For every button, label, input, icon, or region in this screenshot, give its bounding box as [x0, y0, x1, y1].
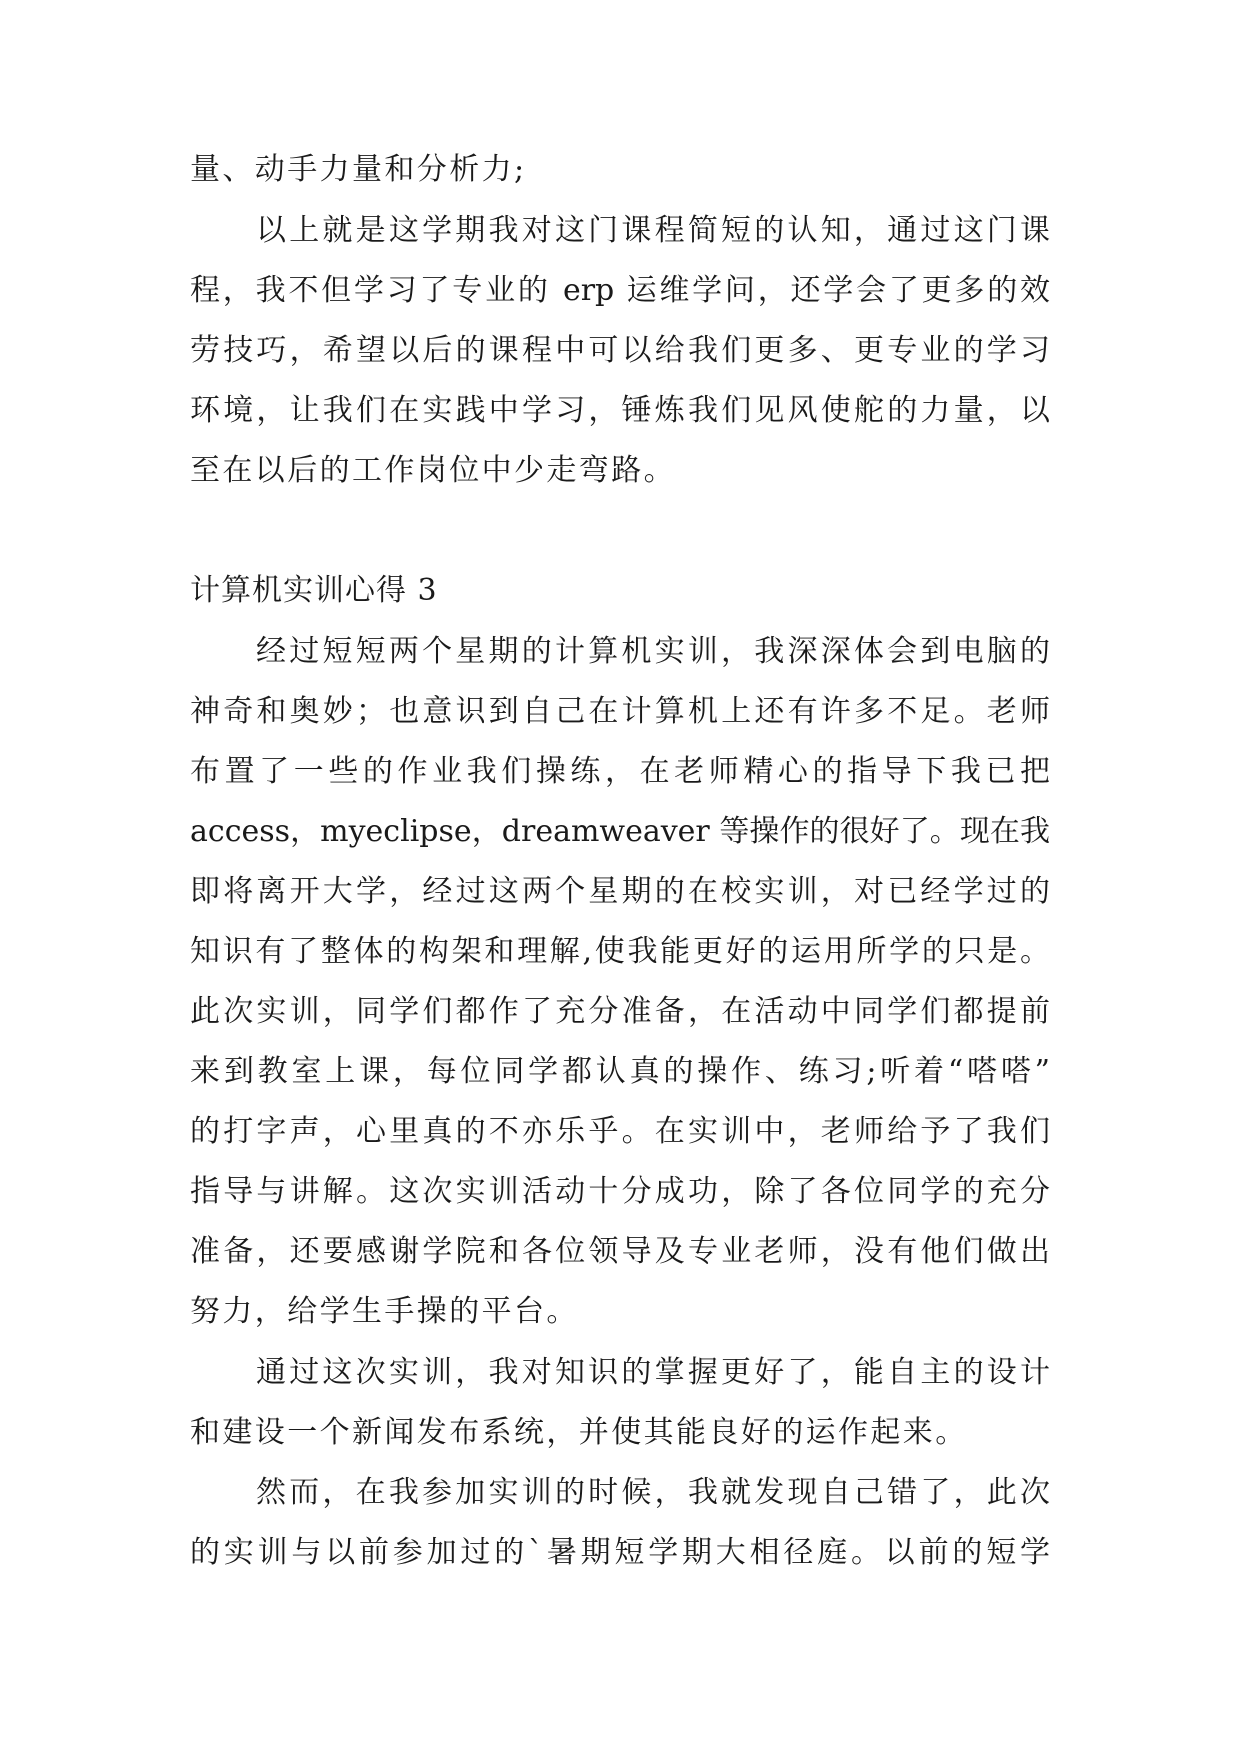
text-line: 通过这次实训，我对知识的掌握更好了，能自主的设计 — [256, 1355, 1050, 1390]
text-line: 即将离开大学，经过这两个星期的在校实训，对已经学过的 — [190, 874, 1050, 909]
text-line: 布置了一些的作业我们操练，在老师精心的指导下我已把 — [190, 754, 1050, 789]
text-line: 准备，还要感谢学院和各位领导及专业老师，没有他们做出 — [190, 1234, 1050, 1269]
text-line: 知识有了整体的构架和理解,使我能更好的运用所学的只是。 — [190, 934, 1050, 969]
text-line: 量、动手力量和分析力; — [190, 152, 527, 187]
text-line: 经过短短两个星期的计算机实训，我深深体会到电脑的 — [256, 634, 1050, 669]
text-line: access，myeclipse，dreamweaver 等操作的很好了。现在我 — [190, 814, 1050, 849]
text-line: 劳技巧，希望以后的课程中可以给我们更多、更专业的学习 — [190, 333, 1050, 368]
text-line: 神奇和奥妙；也意识到自己在计算机上还有许多不足。老师 — [190, 694, 1050, 729]
text-line: 来到教室上课，每位同学都认真的操作、练习;听着“嗒嗒” — [190, 1054, 1050, 1089]
text-line: 此次实训，同学们都作了充分准备，在活动中同学们都提前 — [190, 994, 1050, 1029]
text-line: 的实训与以前参加过的`暑期短学期大相径庭。以前的短学 — [190, 1535, 1050, 1570]
text-line: 然而，在我参加实训的时候，我就发现自己错了，此次 — [256, 1475, 1050, 1510]
text-line: 和建设一个新闻发布系统，并使其能良好的运作起来。 — [190, 1415, 968, 1450]
section-heading: 计算机实训心得 3 — [190, 573, 438, 608]
text-line: 指导与讲解。这次实训活动十分成功，除了各位同学的充分 — [190, 1174, 1050, 1209]
text-line: 以上就是这学期我对这门课程简短的认知，通过这门课 — [256, 213, 1050, 248]
text-line: 环境，让我们在实践中学习，锤炼我们见风使舵的力量，以 — [190, 393, 1050, 428]
text-line: 至在以后的工作岗位中少走弯路。 — [190, 453, 676, 488]
text-line: 程，我不但学习了专业的 erp 运维学问，还学会了更多的效 — [190, 273, 1050, 308]
text-line: 的打字声，心里真的不亦乐乎。在实训中，老师给予了我们 — [190, 1114, 1050, 1149]
text-line: 努力，给学生手操的平台。 — [190, 1294, 579, 1329]
